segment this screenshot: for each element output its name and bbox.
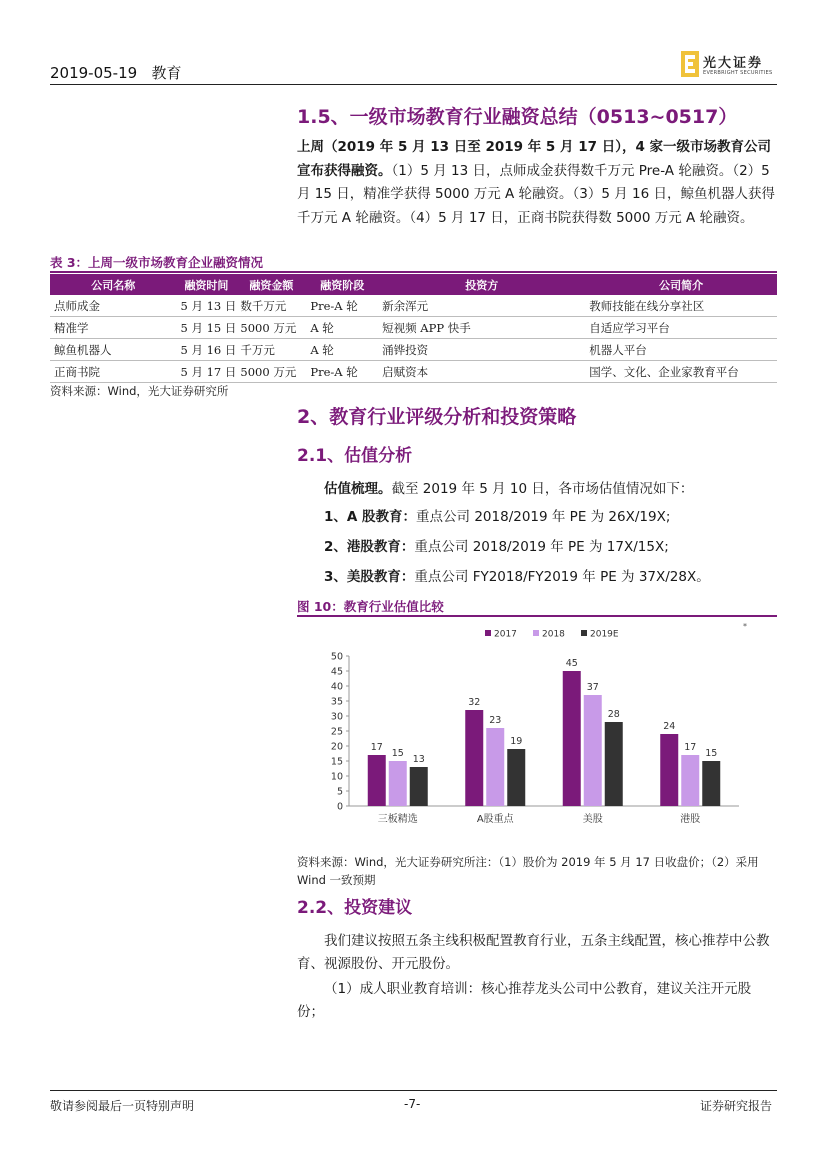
valuation-item-text: 重点公司 2018/2019 年 PE 为 17X/15X; [414,539,669,555]
bar [507,749,525,806]
section-2-2-title: 2.2、投资建议 [297,898,413,918]
bar-value-label: 28 [607,709,620,720]
bar-value-label: 24 [663,721,676,732]
legend-label: 2019E [590,629,619,640]
chart-corner-mark: * [743,622,747,631]
bar-value-label: 37 [586,682,599,693]
footer-rule [50,1090,777,1091]
bar [465,710,483,806]
y-tick-label: 50 [330,651,343,663]
legend-label: 2018 [542,629,565,640]
logo-mark-icon [681,51,699,77]
table-cell: A 轮 [306,339,378,361]
table-cell: 鲸鱼机器人 [50,339,176,361]
bar [660,734,678,806]
table-header-cell: 融资阶段 [306,274,378,295]
table-header-cell: 融资时间 [176,274,236,295]
legend-swatch [485,630,491,636]
bar [389,761,407,806]
company-logo [681,51,781,81]
bar-value-label: 13 [412,754,425,765]
table-cell: 点师成金 [50,295,176,317]
table-cell: 短视频 APP 快手 [378,317,585,339]
valuation-item [324,565,710,585]
bar-value-label: 17 [684,742,697,753]
valuation-item-text: 重点公司 FY2018/FY2019 年 PE 为 37X/28X。 [414,569,710,585]
y-tick-label: 30 [330,711,343,723]
table-cell: 新余浑元 [378,295,585,317]
table-header-cell: 融资金额 [236,274,306,295]
x-tick-label: 美股 [582,814,603,825]
logo-text-cn: 光大证券 [703,56,764,71]
legend-swatch [581,630,587,636]
y-tick-label: 15 [330,756,343,768]
table-header-cell: 公司简介 [585,274,777,295]
section-1-5-lead: 上周（2019 年 5 月 13 日至 2019 年 5 月 17 日），4 家一级市场教育公司宣布获得融资。 [297,139,772,179]
section-1-5-paragraph [297,136,777,230]
y-tick-label: 35 [330,696,343,708]
table-row [50,361,777,383]
valuation-item-label: 3、美股教育： [324,569,415,585]
table-cell: 涌铧投资 [378,339,585,361]
bar [486,728,504,806]
valuation-item-text: 重点公司 2018/2019 年 PE 为 26X/19X; [416,509,671,525]
header-date-category [50,62,182,83]
table-cell: 5 月 17 日 [176,361,236,383]
table-3-source: 资料来源：Wind，光大证券研究所 [50,384,229,398]
legend-label: 2017 [494,629,517,640]
logo-text-en: EVERBRIGHT SECURITIES [703,70,773,76]
figure-10-caption: 图 10：教育行业估值比较 [297,599,444,614]
figure-10-rule [297,615,777,617]
bar [605,722,623,806]
table-row [50,339,777,361]
bar [563,671,581,806]
valuation-item [324,505,670,525]
x-tick-label: A股重点 [476,814,514,825]
table-cell: 5000 万元 [236,317,306,339]
header-date: 2019-05-19 [50,64,138,82]
footer-report-type: 证券研究报告 [700,1099,773,1113]
y-tick-label: 0 [336,801,343,813]
y-tick-label: 25 [330,726,343,738]
table-cell: 数千万元 [236,295,306,317]
table-cell: 5 月 13 日 [176,295,236,317]
bar-value-label: 32 [468,697,481,708]
y-tick-label: 45 [330,666,343,678]
table-cell: 精准学 [50,317,176,339]
bar [584,695,602,806]
table-cell: 5 月 15 日 [176,317,236,339]
valuation-item-label: 2、港股教育： [324,539,415,555]
table-row [50,295,777,317]
bar [368,755,386,806]
bar-value-label: 15 [705,748,718,759]
section-1-5-body: （1）5 月 13 日，点师成金获得数千万元 Pre-A 轮融资。（2）5 月 15 日，精准学获得 5000 万元 A 轮融资。（3）5 月 16 日，鲸鱼机器人获得千万元 A 轮融资。（4）5 月 17 日，正商书院获得数 5000 万元 A 轮融资。 [297,162,775,226]
table-cell: 5000 万元 [236,361,306,383]
section-1-5-title: 1.5、一级市场教育行业融资总结（0513~0517） [297,106,738,128]
bar-value-label: 15 [391,748,404,759]
bar-value-label: 45 [565,658,578,669]
valuation-item-label: 1、A 股教育： [324,509,417,525]
x-tick-label: 港股 [680,814,701,825]
table-cell: 5 月 16 日 [176,339,236,361]
bar-value-label: 19 [510,736,523,747]
bar [702,761,720,806]
table-header-row [50,274,777,295]
valuation-intro-text: 截至 2019 年 5 月 10 日，各市场估值情况如下： [391,481,694,497]
valuation-intro-label: 估值梳理。 [324,481,392,497]
recommendation-item: （1）成人职业教育培训：核心推荐龙头公司中公教育，建议关注开元股份； [297,981,752,1020]
table-3-rule [50,271,777,273]
figure-10-source: 资料来源：Wind，光大证券研究所注：（1）股价为 2019 年 5 月 17 日收盘价；（2）采用 Wind 一致预期 [297,855,759,887]
footer-page-number: -7- [404,1097,421,1111]
bar [410,767,428,806]
header-category: 教育 [151,64,182,82]
bar [681,755,699,806]
valuation-item [324,535,669,555]
table-cell: 教师技能在线分享社区 [585,295,777,317]
table-cell: 机器人平台 [585,339,777,361]
recommendation-paragraph: 我们建议按照五条主线积极配置教育行业，五条主线配置，核心推荐中公教育、视源股份、开元股份。 [297,933,770,972]
section-2-1-title: 2.1、估值分析 [297,446,413,466]
table-cell: A 轮 [306,317,378,339]
table-cell: Pre-A 轮 [306,295,378,317]
financing-table [50,274,777,383]
table-cell: 正商书院 [50,361,176,383]
y-tick-label: 5 [336,786,343,798]
y-tick-label: 20 [330,741,343,753]
table-header-cell: 公司名称 [50,274,176,295]
header-rule [50,84,777,85]
legend-swatch [533,630,539,636]
table-header-cell: 投资方 [378,274,585,295]
x-tick-label: 三板精选 [377,814,418,825]
valuation-bar-chart [297,620,777,845]
y-tick-label: 10 [330,771,343,783]
bar-value-label: 17 [370,742,383,753]
table-cell: 自适应学习平台 [585,317,777,339]
table-row [50,317,777,339]
bar-value-label: 23 [489,715,502,726]
y-tick-label: 40 [330,681,343,693]
section-2-title: 2、教育行业评级分析和投资策略 [297,406,577,428]
table-cell: 启赋资本 [378,361,585,383]
footer-disclaimer: 敬请参阅最后一页特别声明 [50,1099,195,1113]
table-3-caption: 表 3：上周一级市场教育企业融资情况 [50,255,264,270]
valuation-intro [324,477,693,497]
table-cell: 千万元 [236,339,306,361]
table-cell: 国学、文化、企业家教育平台 [585,361,777,383]
table-cell: Pre-A 轮 [306,361,378,383]
